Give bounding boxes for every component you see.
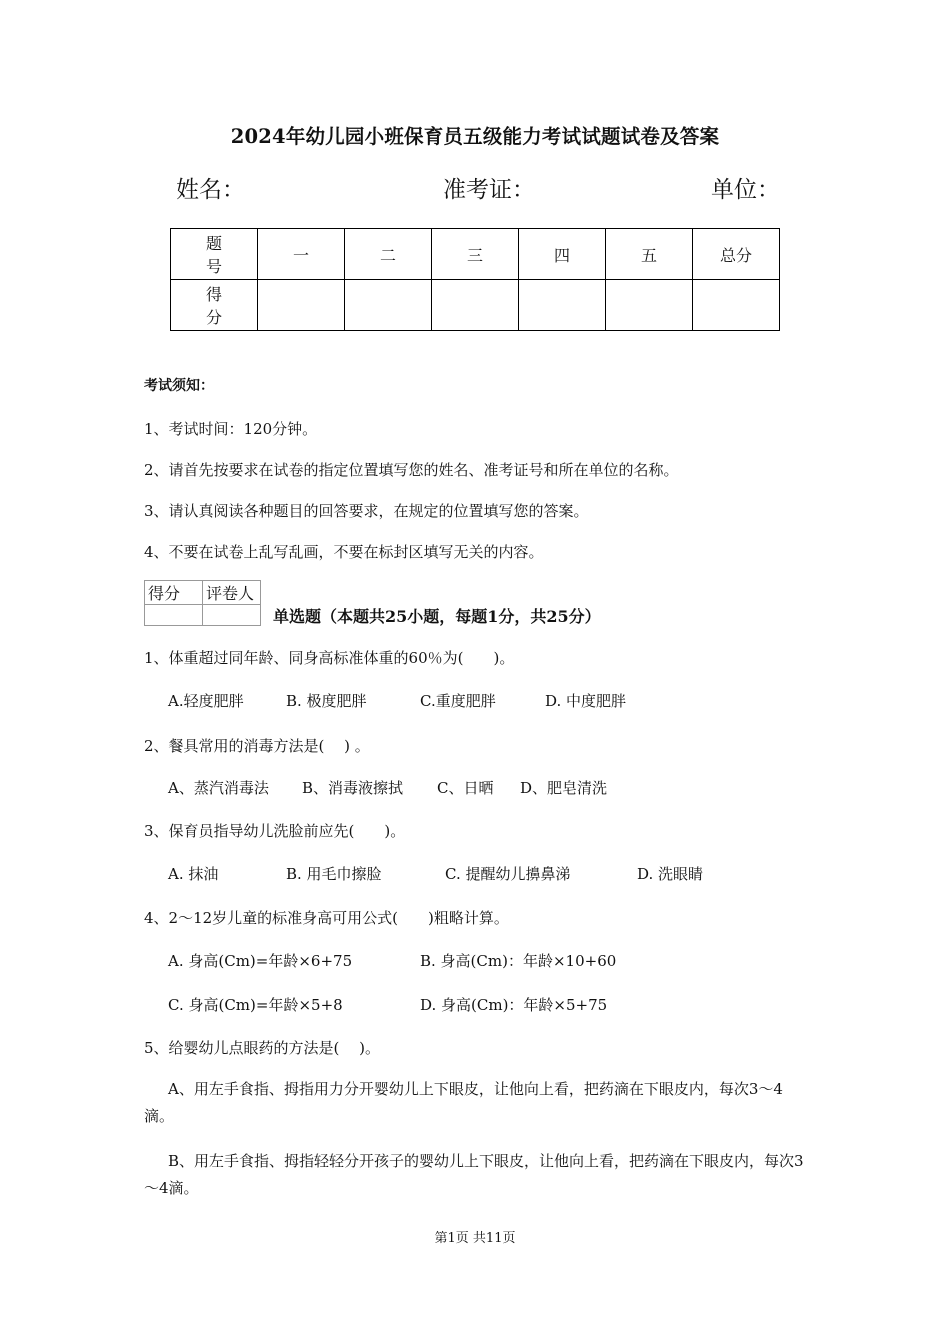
score-cell-1[interactable]: [258, 280, 345, 331]
question-option[interactable]: B. 身高(Cm)：年龄×10+60: [420, 952, 617, 970]
score-col-3: 三: [432, 229, 519, 280]
score-cell-4[interactable]: [519, 280, 606, 331]
question-stem: 2、餐具常用的消毒方法是( ) 。: [144, 737, 370, 755]
score-table-row-label: 得分: [171, 280, 258, 331]
question-option[interactable]: A、蒸汽消毒法: [168, 779, 269, 797]
page-footer: 第1页 共11页: [434, 1231, 516, 1246]
question-option[interactable]: D、肥皂清洗: [520, 779, 608, 797]
notice-item: 3、请认真阅读各种题目的回答要求，在规定的位置填写您的答案。: [144, 502, 589, 520]
notice-item: 4、不要在试卷上乱写乱画，不要在标封区填写无关的内容。: [144, 543, 544, 561]
score-cell-3[interactable]: [432, 280, 519, 331]
question-option[interactable]: D. 洗眼睛: [637, 865, 704, 883]
question-option[interactable]: B. 极度肥胖: [286, 692, 367, 710]
question-option[interactable]: C. 身高(Cm)=年龄×5+8: [168, 996, 343, 1014]
grader-score-cell[interactable]: [145, 605, 203, 626]
grader-score-label: 得分: [145, 581, 203, 605]
score-col-4: 四: [519, 229, 606, 280]
question-option[interactable]: B. 用毛巾擦脸: [286, 865, 382, 883]
unit-label: 单位：: [711, 177, 780, 203]
question-option[interactable]: B、用左手食指、拇指轻轻分开孩子的婴幼儿上下眼皮，让他向上看，把药滴在下眼皮内，每次3～4滴。: [144, 1152, 804, 1197]
score-col-5: 五: [606, 229, 693, 280]
question-option[interactable]: B、消毒液擦拭: [302, 779, 404, 797]
question-option[interactable]: C、日晒: [437, 779, 494, 797]
question-option[interactable]: C.重度肥胖: [420, 692, 496, 710]
score-table-header-label: 题号: [171, 229, 258, 280]
question-stem: 3、保育员指导幼儿洗脸前应先( )。: [144, 822, 406, 840]
notice-item: 1、考试时间：120分钟。: [144, 420, 318, 438]
question-option[interactable]: A. 抹油: [168, 865, 219, 883]
score-cell-total[interactable]: [693, 280, 780, 331]
score-table: [170, 228, 780, 331]
name-label: 姓名：: [176, 177, 245, 203]
exam-id-label: 准考证：: [443, 177, 535, 203]
score-cell-5[interactable]: [606, 280, 693, 331]
grader-name-label: 评卷人: [203, 581, 261, 605]
section-title: 单选题（本题共25小题，每题1分，共25分）: [273, 607, 601, 626]
question-option[interactable]: A、用左手食指、拇指用力分开婴幼儿上下眼皮，让他向上看，把药滴在下眼皮内，每次3～4滴。: [144, 1080, 783, 1125]
score-table-header-row: [171, 229, 780, 280]
score-cell-2[interactable]: [345, 280, 432, 331]
score-col-total: 总分: [693, 229, 780, 280]
question-stem: 1、体重超过同年龄、同身高标准体重的60％为( )。: [144, 649, 515, 667]
question-stem: 5、给婴幼儿点眼药的方法是( )。: [144, 1039, 381, 1057]
question-option[interactable]: A.轻度肥胖: [168, 692, 244, 710]
grader-box: [144, 580, 261, 626]
score-col-1: 一: [258, 229, 345, 280]
notice-item: 2、请首先按要求在试卷的指定位置填写您的姓名、准考证号和所在单位的名称。: [144, 461, 679, 479]
grader-name-cell[interactable]: [203, 605, 261, 626]
question-option[interactable]: C. 提醒幼儿擤鼻涕: [445, 865, 571, 883]
page-title: 2024年幼儿园小班保育员五级能力考试试题试卷及答案: [230, 125, 720, 148]
score-table-score-row: [171, 280, 780, 331]
question-option[interactable]: A. 身高(Cm)=年龄×6+75: [168, 952, 353, 970]
question-option[interactable]: D. 中度肥胖: [545, 692, 627, 710]
question-stem: 4、2～12岁儿童的标准身高可用公式( )粗略计算。: [144, 909, 509, 927]
question-option[interactable]: D. 身高(Cm)：年龄×5+75: [420, 996, 608, 1014]
score-col-2: 二: [345, 229, 432, 280]
notice-heading: 考试须知：: [144, 378, 214, 394]
